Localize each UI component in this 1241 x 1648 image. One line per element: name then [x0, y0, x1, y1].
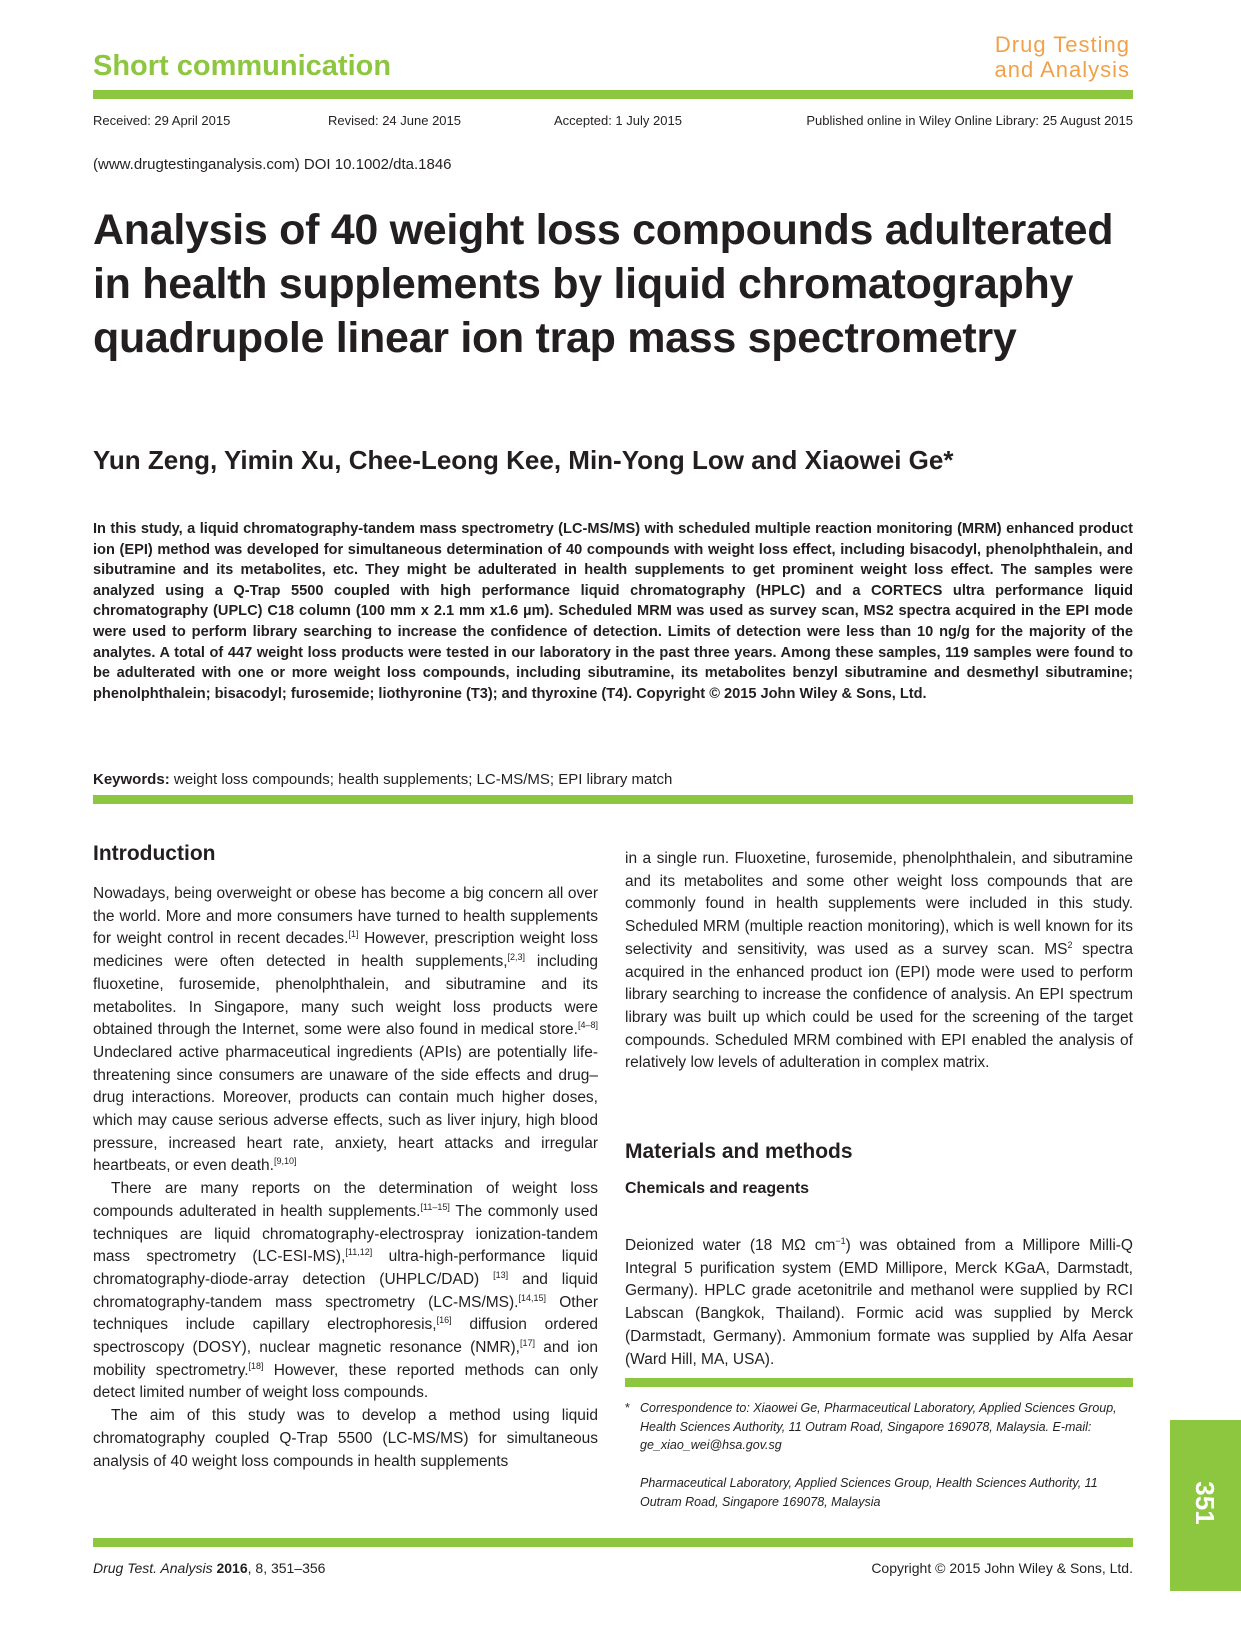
intro-paragraph-3-continued: in a single run. Fluoxetine, furosemide, phenolphthalein, and sibutramine and its metabolites and some other weight loss compounds that are commonly found in health supplements were included in this study. Scheduled MRM (multiple reaction monitoring), which is well known for its selectivity and sensitivity, was used as a survey scan. $MS^2$ spectra acquired in the enhanced product ion (EPI) mode were used to perform library searching to increase the confidence of analysis. An EPI spectrum library was built up which could be used for the screening of the target compounds. Scheduled MRM combined with EPI enabled the analysis of relatively low levels of adulteration in complex matrix. [625, 850, 1133, 1072]
introduction-heading: Introduction [93, 842, 216, 865]
citation: [11,12] [345, 1247, 373, 1258]
footer-copyright: Copyright © 2015 John Wiley & Sons, Ltd. [871, 1560, 1133, 1576]
left-column [93, 883, 598, 1473]
right-column-top [625, 848, 1133, 1075]
footer-rule [93, 1538, 1133, 1547]
abstract-rule [93, 795, 1133, 804]
journal-logo-line2: and Analysis [994, 57, 1130, 82]
published-date: Published online in Wiley Online Library: 25 August 2015 [806, 113, 1133, 128]
correspondence-rule [625, 1378, 1133, 1387]
section-label: Short communication [93, 50, 392, 82]
header-rule [93, 90, 1133, 99]
keywords-label: Keywords: [93, 771, 170, 788]
right-column-methods [625, 1235, 1133, 1371]
intro-paragraph-3: The aim of this study was to develop a method using liquid chromatography coupled Q-Trap 5500 (LC-MS/MS) for simultaneous analysis of 40 weight loss compounds in health supplements [93, 1407, 598, 1470]
citation: [9,10] [273, 1156, 297, 1167]
citation: [2,3] [507, 951, 526, 962]
citation: [13] [493, 1269, 509, 1280]
doi-line: (www.drugtestinganalysis.com) DOI 10.1002/dta.1846 [93, 156, 452, 173]
chemicals-paragraph: Deionized water (18 MΩ $cm^{-1}$) was obtained from a Millipore Milli-Q Integral 5 purification system (EMD Millipore, Merck KGaA, Darmstadt, Germany). HPLC grade acetonitrile and methanol were supplied by RCI Labscan (Bangkok, Thailand). Formic acid was supplied by Merck (Darmstadt, Germany). Ammonium formate was supplied by Alfa Aesar (Ward Hill, MA, USA). [625, 1235, 1133, 1368]
intro-paragraph-2: There are many reports on the determination of weight loss compounds adulterated in health supplements.[11–15] The commonly used techniques are liquid chromatography-electrospray ionization-tandem mass spectrometry (LC-ESI-MS),[11,12] ultra-high-performance liquid chromatography-diode-array detection (UHPLC/DAD) [13] and liquid chromatography-tandem mass spectrometry (LC-MS/MS).[14,15] Other techniques include capillary electrophoresis,[16] diffusion ordered spectroscopy (DOSY), nuclear magnetic resonance (NMR),[17] and ion mobility spectrometry.[18] However, these reported methods can only detect limited number of weight loss compounds. [93, 1180, 598, 1402]
citation: [11–15] [420, 1201, 450, 1212]
citation: [14,15] [518, 1292, 547, 1303]
citation: [4–8] [577, 1020, 598, 1031]
correspondence-note: * Correspondence to: Xiaowei Ge, Pharmaceutical Laboratory, Applied Sciences Group, Health Sciences Authority, 11 Outram Road, Singapore 169078, Malaysia. E-mail: ge_xiao_wei@hsa.gov.sg [625, 1401, 1117, 1452]
page-number: 351 [1190, 1481, 1221, 1525]
citation: [18] [248, 1360, 264, 1371]
revised-date: Revised: 24 June 2015 [328, 113, 461, 128]
intro-paragraph-1: Nowadays, being overweight or obese has become a big concern all over the world. More and more consumers have turned to health supplements for weight control in recent decades.[1] However, prescription weight loss medicines were often detected in health supplements,[2,3] including fluoxetine, furosemide, phenolphthalein, and sibutramine and its metabolites. In Singapore, many such weight loss products were obtained through the Internet, some were also found in medical store.[4–8] Undeclared active pharmaceutical ingredients (APIs) are potentially life-threatening since consumers are unaware of the side effects and drug–drug interactions. Moreover, products can contain much higher doses, which may cause serious adverse effects, such as liver injury, high blood pressure, increased heart rate, anxiety, heart attacks and irregular heartbeats, or even death.[9,10] [93, 885, 599, 1175]
abstract: In this study, a liquid chromatography-tandem mass spectrometry (LC-MS/MS) with scheduled multiple reaction monitoring (MRM) enhanced product ion (EPI) method was developed for simultaneous determination of 40 compounds with weight loss effect, including bisacodyl, phenolphthalein, and sibutramine and its metabolites, etc. They might be adulterated in health supplements to get prominent weight loss effect. The samples were analyzed using a Q-Trap 5500 coupled with high performance liquid chromatography (HPLC) and a CORTECS ultra performance liquid chromatography (UPLC) C18 column (100 mm x 2.1 mm x1.6 µm). Scheduled MRM was used as survey scan, MS2 spectra acquired in the EPI mode were used to perform library searching to increase the confidence of detection. Limits of detection were less than 10 ng/g for the majority of the analytes. A total of 447 weight loss products were tested in our laboratory in the past three years. Among these samples, 119 samples were found to be adulterated with one or more weight loss compounds, including sibutramine, its metabolites benzyl sibutramine and desmethyl sibutramine; phenolphthalein; bisacodyl; furosemide; liothyronine (T3); and thyroxine (T4). Copyright © 2015 John Wiley & Sons, Ltd. [93, 521, 1133, 702]
materials-methods-heading: Materials and methods [625, 1140, 853, 1163]
affiliation-note: Pharmaceutical Laboratory, Applied Sciences Group, Health Sciences Authority, 11 Outram Road, Singapore 169078, Malaysia [640, 1476, 1098, 1509]
citation: [16] [436, 1315, 452, 1326]
citation: [17] [520, 1337, 536, 1348]
journal-logo-line1: Drug Testing [994, 32, 1130, 57]
chemicals-reagents-heading: Chemicals and reagents [625, 1180, 810, 1197]
citation: [1] [348, 929, 359, 940]
accepted-date: Accepted: 1 July 2015 [554, 113, 682, 128]
asterisk-marker: * [625, 1401, 630, 1415]
journal-logo [940, 32, 1130, 82]
author-list: Yun Zeng, Yimin Xu, Chee-Leong Kee, Min-Yong Low and Xiaowei Ge* [93, 445, 954, 475]
received-date: Received: 29 April 2015 [93, 113, 231, 128]
keywords-text: weight loss compounds; health supplements; LC-MS/MS; EPI library match [173, 771, 673, 788]
keywords-line [93, 771, 672, 788]
journal-citation: Drug Test. Analysis 2016, 8, 351–356 [93, 1560, 326, 1576]
article-title: Analysis of 40 weight loss compounds adulterated in health supplements by liquid chromatography quadrupole linear ion trap mass spectrometry [93, 206, 1114, 362]
